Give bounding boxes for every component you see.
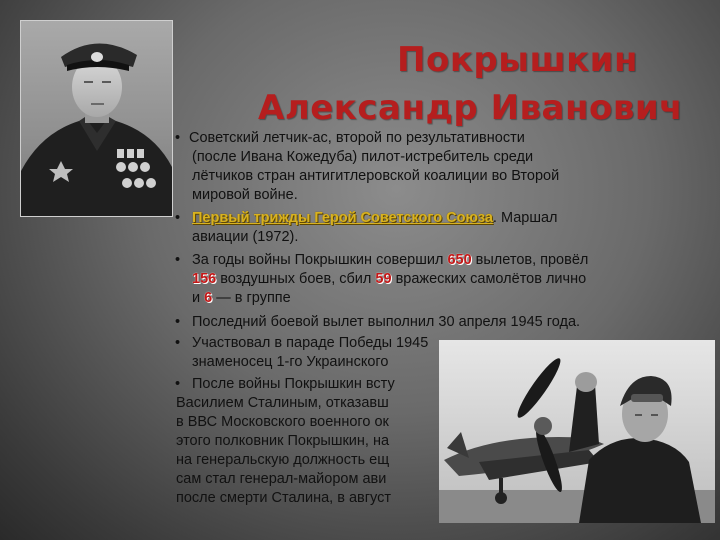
bullet-icon: •: [175, 335, 181, 351]
bullet-2-line-1: [192, 209, 558, 228]
bullet-1-line-2: (после Ивана Кожедуба) пилот-истребитель среди: [192, 149, 534, 165]
bullet-icon: •: [175, 376, 181, 392]
bullet-3-text: За годы войны Покрышкин совершил: [192, 252, 448, 268]
bullet-6-line-6: сам стал генерал-майором ави: [176, 471, 387, 487]
bullet-icon: •: [175, 314, 181, 330]
bullet-6-line-4: этого полковник Покрышкин, на: [176, 433, 390, 449]
bullet-2-line-2: авиации (1972).: [192, 229, 299, 245]
bullet-3-line-3: [192, 289, 291, 308]
bullet-1-line-3: лётчиков стран антигитлеровской коалиции во Второй: [192, 168, 560, 184]
bullet-icon: •: [175, 252, 181, 268]
bullet-6-line-2: Василием Сталиным, отказавш: [176, 395, 389, 411]
bullet-6-line-3: в ВВС Московского военного ок: [176, 414, 389, 430]
bullet-1-line-1: Советский летчик-ас, второй по результативности: [189, 130, 525, 146]
kills-count: 59: [375, 271, 392, 287]
bullet-3-text: воздушных боев, сбил: [216, 271, 376, 287]
battles-count: 156: [192, 271, 217, 287]
group-kills-count: 6: [204, 290, 213, 306]
bullet-6-line-1: После войны Покрышкин всту: [192, 376, 395, 392]
bullet-3-text: и: [192, 290, 205, 306]
bullet-3-line-1: [192, 251, 588, 270]
bullet-4-line-1: Последний боевой вылет выполнил 30 апреля 1945 года.: [192, 314, 581, 330]
bullet-3-text: — в группе: [212, 290, 291, 306]
title-line-1: Покрышкин: [397, 40, 638, 80]
bullet-1-line-4: мировой войне.: [192, 187, 298, 203]
bullet-3-line-2: [192, 270, 586, 289]
pilot-image: [439, 340, 715, 523]
bullet-6-line-7: после смерти Сталина, в август: [176, 490, 391, 506]
bullet-2-rest: . Маршал: [492, 210, 558, 226]
bullet-5-line-2: знаменосец 1-го Украинского: [192, 354, 389, 370]
bullet-icon: •: [175, 210, 181, 226]
sorties-count: 650: [447, 252, 472, 268]
hero-title-highlight: Первый трижды Герой Советского Союза: [192, 210, 493, 226]
bullet-6-line-5: на генеральскую должность ещ: [176, 452, 390, 468]
pilot-photo: [439, 340, 715, 523]
bullet-icon: •: [175, 130, 181, 146]
bullet-5-line-1: Участвовал в параде Победы 1945: [192, 335, 429, 351]
bullet-3-text: вражеских самолётов лично: [391, 271, 587, 287]
bullet-3-text: вылетов, провёл: [471, 252, 589, 268]
title-line-2: Александр Иванович: [258, 88, 684, 128]
